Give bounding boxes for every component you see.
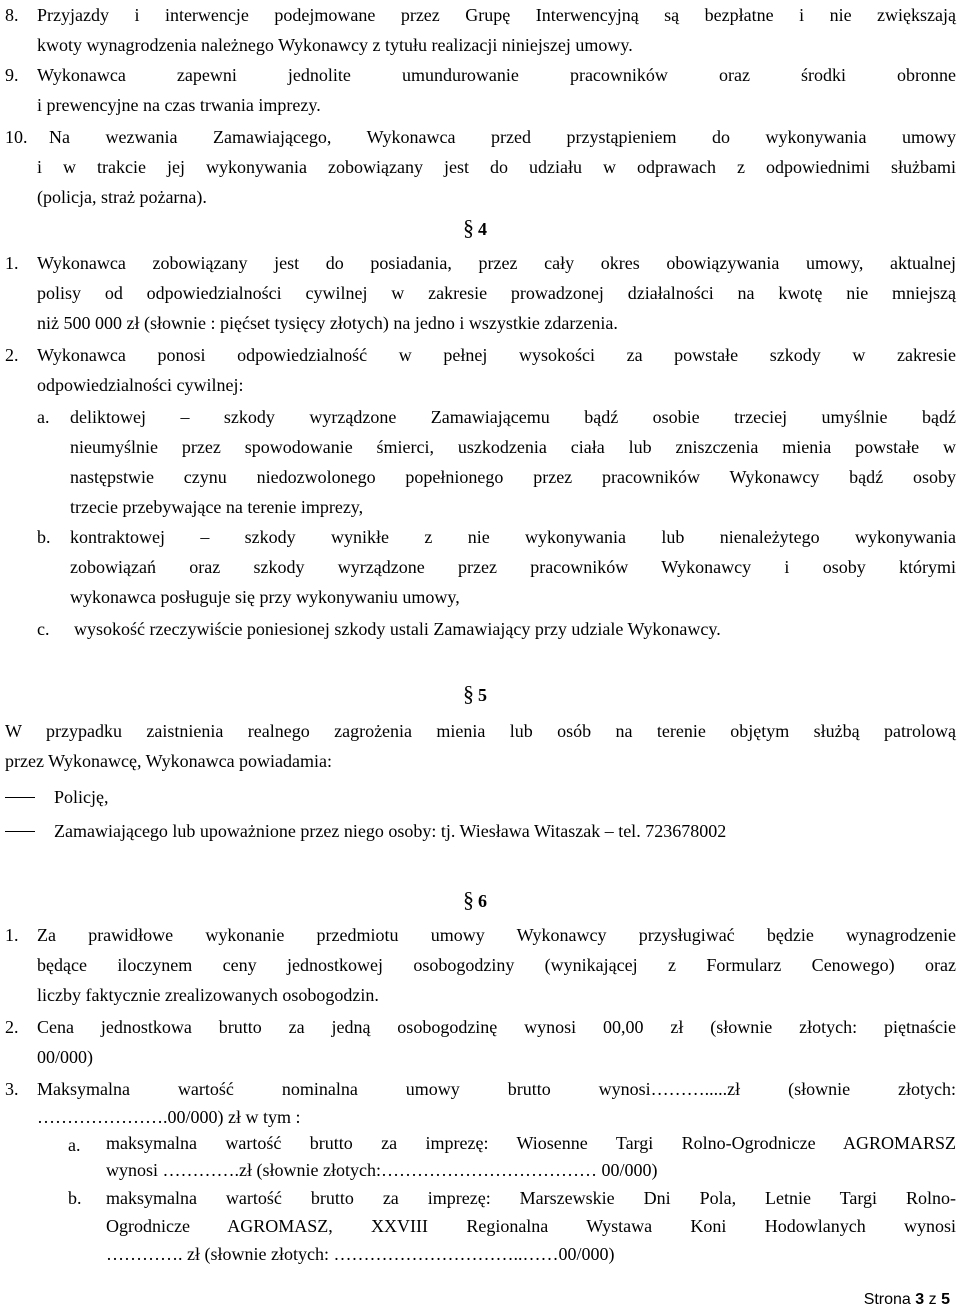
text-line: wysokość rzeczywiście poniesionej szkody ustali Zamawiający przy udziale Wykonawcy.	[74, 619, 721, 639]
section-number: 4	[478, 219, 487, 239]
current-page: 3	[915, 1291, 925, 1308]
text-line: Policję,	[54, 787, 109, 807]
text-line: maksymalna wartość brutto za imprezę: Wiosenne Targi Rolno-Ogrodnicze AGROMARSZ	[106, 1133, 956, 1153]
dash-bullet	[5, 797, 35, 798]
text-line: …………. zł (słownie złotych: …………………………..……00/000)	[106, 1244, 615, 1264]
section-number: 5	[478, 685, 487, 705]
text-line: Cena jednostkowa brutto za jedną osobogodzinę wynosi 00,00 zł (słownie złotych: piętnaście	[37, 1017, 956, 1037]
text-line: i prewencyjne na czas trwania imprezy.	[37, 95, 321, 115]
text-line: będące iloczynem ceny jednostkowej osobogodziny (wynikającej z Formularz Cenowego) oraz	[37, 955, 956, 975]
section-6-heading	[463, 888, 487, 913]
text-line: niż 500 000 zł (słownie : pięćset tysięcy złotych) na jedno i wszystkie zdarzenia.	[37, 313, 618, 333]
item-letter: a.	[37, 407, 50, 427]
text-line: ………………….00/000) zł w tym :	[37, 1107, 301, 1127]
item-letter: a.	[68, 1135, 81, 1155]
item-number: 10.	[5, 127, 28, 147]
item-number: 2.	[5, 345, 19, 365]
text-line: 00/000)	[37, 1047, 93, 1067]
text-line: Wykonawca ponosi odpowiedzialność w pełnej wysokości za powstałe szkody w zakresie	[37, 345, 956, 365]
text-line: przez Wykonawcę, Wykonawca powiadamia:	[5, 751, 333, 771]
item-letter: c.	[37, 619, 50, 639]
dash-bullet	[5, 831, 35, 832]
text-line: Przyjazdy i interwencje podejmowane przez Grupę Interwencyjną są bezpłatne i nie zwiększają	[37, 5, 956, 25]
text-line: Na wezwania Zamawiającego, Wykonawca przed przystąpieniem do wykonywania umowy	[49, 127, 956, 147]
text-line: Maksymalna wartość nominalna umowy brutto wynosi……….....zł (słownie złotych:	[37, 1079, 956, 1099]
text-line: kontraktowej – szkody wynikłe z nie wykonywania lub nienależytego wykonywania	[70, 527, 956, 547]
section-5-heading	[463, 682, 487, 707]
section-symbol: §	[463, 215, 474, 240]
section-symbol: §	[463, 681, 474, 706]
page-label: Strona	[863, 1291, 911, 1308]
text-line: W przypadku zaistnienia realnego zagrożenia mienia lub osób na terenie objętym służbą patrolową	[5, 721, 956, 741]
text-line: Zamawiającego lub upoważnione przez niego osoby: tj. Wiesława Witaszak – tel. 723678002	[54, 821, 727, 841]
text-line: deliktowej – szkody wyrządzone Zamawiającemu bądź osobie trzeciej umyślnie bądź	[70, 407, 956, 427]
text-line: maksymalna wartość brutto za imprezę: Marszewskie Dni Pola, Letnie Targi Rolno-	[106, 1188, 956, 1208]
item-number: 1.	[5, 925, 19, 945]
text-line: liczby faktycznie zrealizowanych osobogodzin.	[37, 985, 379, 1005]
item-number: 2.	[5, 1017, 19, 1037]
text-line: polisy od odpowiedzialności cywilnej w zakresie prowadzonej działalności na kwotę nie mniejszą	[37, 283, 956, 303]
text-line: odpowiedzialności cywilnej:	[37, 375, 244, 395]
item-letter: b.	[68, 1188, 82, 1208]
section-symbol: §	[463, 887, 474, 912]
text-line: wynosi ………….zł (słownie złotych:……………………………… 00/000)	[106, 1160, 658, 1180]
item-number: 8.	[5, 5, 19, 25]
text-line: następstwie czynu niedozwolonego popełnionego przez pracowników Wykonawcy bądź osoby	[70, 467, 956, 487]
text-line: Wykonawca zobowiązany jest do posiadania, przez cały okres obowiązywania umowy, aktualnej	[37, 253, 956, 273]
text-line: i w trakcie jej wykonywania zobowiązany jest do udziału w odprawach z odpowiednimi służbami	[37, 157, 956, 177]
text-line: (policja, straż pożarna).	[37, 187, 207, 207]
text-line: trzecie przebywające na terenie imprezy,	[70, 497, 364, 517]
text-line: Za prawidłowe wykonanie przedmiotu umowy Wykonawcy przysługiwać będzie wynagrodzenie	[37, 925, 956, 945]
text-line: zobowiązań oraz szkody wyrządzone przez pracowników Wykonawcy i osoby którymi	[70, 557, 956, 577]
item-number: 9.	[5, 65, 19, 85]
text-line: wykonawca posługuje się przy wykonywaniu umowy,	[70, 587, 460, 607]
text-line: kwoty wynagrodzenia należnego Wykonawcy z tytułu realizacji niniejszej umowy.	[37, 35, 633, 55]
item-number: 1.	[5, 253, 19, 273]
text-line: nieumyślnie przez spowodowanie śmierci, uszkodzenia ciała lub zniszczenia mienia powstałe w	[70, 437, 956, 457]
text-line: Wykonawca zapewni jednolite umundurowanie pracowników oraz środki obronne	[37, 65, 956, 85]
total-pages: 5	[941, 1291, 950, 1308]
page-separator: z	[928, 1291, 937, 1308]
section-4-heading	[463, 216, 487, 241]
section-number: 6	[478, 891, 487, 911]
item-letter: b.	[37, 527, 51, 547]
text-line: Ogrodnicze AGROMASZ, XXVIII Regionalna Wystawa Koni Hodowlanych wynosi	[106, 1216, 956, 1236]
item-number: 3.	[5, 1079, 19, 1099]
page-number-footer	[864, 1290, 950, 1310]
